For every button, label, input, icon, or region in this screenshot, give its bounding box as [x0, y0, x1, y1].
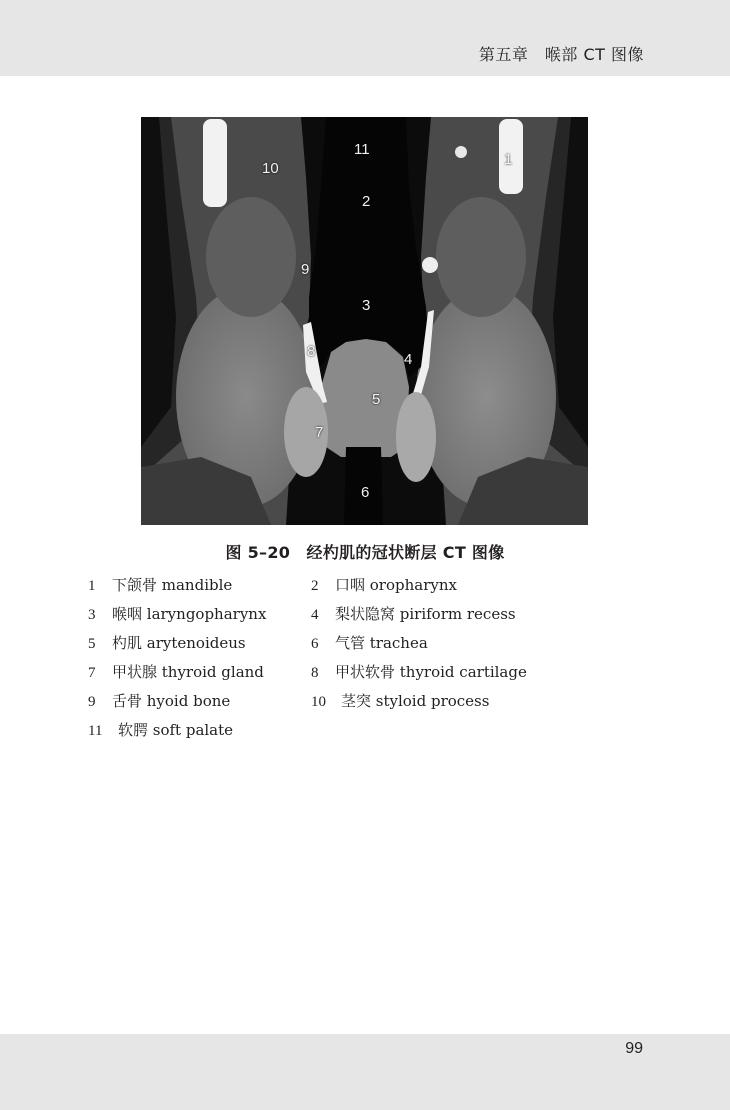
page-number: 99 — [625, 1040, 643, 1057]
legend-number: 9 — [88, 694, 96, 710]
ct-label-7: 7 — [315, 424, 324, 441]
legend-number: 6 — [311, 636, 319, 652]
ct-label-6: 6 — [361, 484, 370, 501]
legend-number: 3 — [88, 607, 96, 623]
ct-label-11: 11 — [354, 141, 370, 158]
ct-label-4: 4 — [404, 351, 413, 368]
ct-image — [141, 117, 588, 525]
legend-number: 7 — [88, 665, 96, 681]
ct-label-2: 2 — [362, 193, 371, 210]
ct-label-10: 10 — [262, 160, 279, 177]
legend-item-9 — [88, 690, 230, 711]
legend-text: 甲状腺 thyroid gland — [112, 663, 264, 681]
legend-item-3 — [88, 603, 266, 624]
legend-item-10 — [311, 690, 489, 711]
legend-number: 11 — [88, 723, 103, 739]
ct-scan-graphic — [141, 117, 588, 525]
ct-label-1: 1 — [504, 151, 513, 168]
ct-label-8: 8 — [307, 343, 316, 360]
legend-text: 下颌骨 mandible — [112, 576, 233, 594]
legend-text: 茎突 styloid process — [341, 692, 490, 710]
legend-item-11 — [88, 719, 233, 740]
legend-number: 1 — [88, 578, 96, 594]
legend-text: 气管 trachea — [335, 634, 428, 652]
legend-number: 5 — [88, 636, 96, 652]
page-footer — [0, 1034, 730, 1110]
legend-item-5 — [88, 632, 246, 653]
legend-number: 10 — [311, 694, 326, 710]
legend-text: 喉咽 laryngopharynx — [112, 605, 267, 623]
legend-item-1 — [88, 574, 232, 595]
legend-item-7 — [88, 661, 264, 682]
chapter-title: 第五章 喉部 CT 图像 — [478, 45, 644, 64]
ct-label-3: 3 — [362, 297, 371, 314]
legend-item-4 — [311, 603, 516, 624]
legend-text: 梨状隐窝 piriform recess — [335, 605, 516, 623]
legend-text: 口咽 oropharynx — [335, 576, 457, 594]
legend-number: 4 — [311, 607, 319, 623]
page-header — [0, 0, 730, 76]
legend-text: 软腭 soft palate — [118, 721, 234, 739]
figure-caption: 图 5–20 经杓肌的冠状断层 CT 图像 — [225, 543, 505, 562]
legend-item-8 — [311, 661, 527, 682]
legend-text: 甲状软骨 thyroid cartilage — [335, 663, 527, 681]
ct-label-5: 5 — [372, 391, 381, 408]
legend-text: 杓肌 arytenoideus — [112, 634, 246, 652]
legend-item-2 — [311, 574, 457, 595]
legend-text: 舌骨 hyoid bone — [112, 692, 231, 710]
legend-number: 2 — [311, 578, 319, 594]
ct-label-9: 9 — [301, 261, 310, 278]
legend-number: 8 — [311, 665, 319, 681]
legend-item-6 — [311, 632, 428, 653]
